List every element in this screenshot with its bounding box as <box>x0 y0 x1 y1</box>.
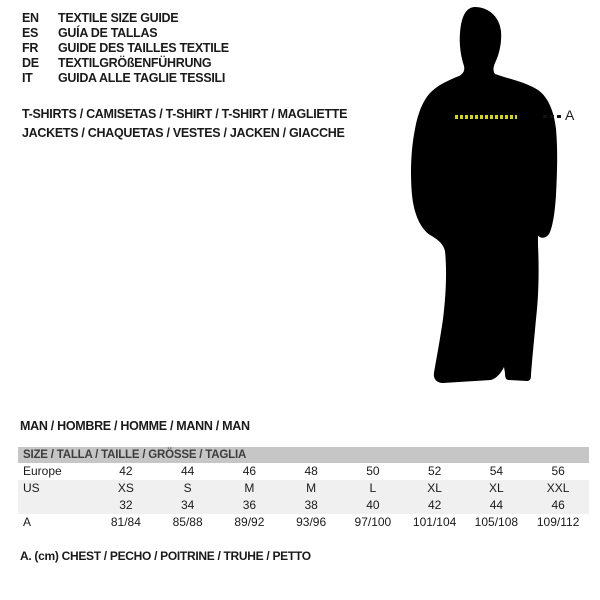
table-cell: M <box>244 481 255 495</box>
table-cell: 44 <box>489 498 504 512</box>
table-cell: 42 <box>119 464 133 478</box>
language-list <box>22 11 229 86</box>
table-cell: XL <box>427 481 442 495</box>
measure-pointer-dashes <box>543 115 561 118</box>
lang-label: GUIDA ALLE TAGLIE TESSILI <box>58 71 226 85</box>
table-cell: 48 <box>304 464 318 478</box>
table-cell: 32 <box>119 498 133 512</box>
lang-label: TEXTILE SIZE GUIDE <box>58 11 179 25</box>
table-cell: 40 <box>366 498 380 512</box>
lang-label: TEXTILGRÖßENFÜHRUNG <box>58 56 212 70</box>
table-cell: L <box>369 481 377 495</box>
table-cell: 46 <box>242 464 257 478</box>
lang-label: GUÍA DE TALLAS <box>58 26 158 40</box>
category-lines <box>22 105 347 143</box>
table-cell: 36 <box>242 498 257 512</box>
section-title-man: MAN / HOMBRE / HOMME / MANN / MAN <box>20 419 250 433</box>
table-cell: 89/92 <box>234 515 265 529</box>
table-cell: 81/84 <box>110 515 141 529</box>
table-cell: 42 <box>427 498 442 512</box>
table-cell: 109/112 <box>536 515 580 529</box>
lang-code: DE <box>22 56 39 70</box>
category-line-tshirts: T-SHIRTS / CAMISETAS / T-SHIRT / T-SHIRT / MAGLIETTE <box>22 107 348 121</box>
lang-label: GUIDE DES TAILLES TEXTILE <box>58 41 229 55</box>
row-label: Europe <box>23 464 62 478</box>
table-cell: 93/96 <box>296 515 327 529</box>
language-row <box>22 41 229 56</box>
language-row <box>22 26 229 41</box>
table-cell: 44 <box>180 464 195 478</box>
lang-code: FR <box>22 41 39 55</box>
table-cell: 54 <box>489 464 504 478</box>
footnote-chest: A. (cm) CHEST / PECHO / POITRINE / TRUHE / PETTO <box>20 549 311 563</box>
table-cell: 46 <box>551 498 565 512</box>
man-silhouette-graphic <box>405 5 575 390</box>
table-cell: XS <box>117 481 134 495</box>
table-cell: S <box>183 481 192 495</box>
row-label: A <box>23 515 32 529</box>
lang-code: ES <box>22 26 39 40</box>
size-table-header: SIZE / TALLA / TAILLE / GRÖSSE / TAGLIA <box>18 447 589 463</box>
table-cell: M <box>306 481 317 495</box>
table-row <box>18 463 589 480</box>
size-table-rows <box>18 463 589 531</box>
language-row <box>22 56 229 71</box>
table-row <box>18 514 589 531</box>
table-cell: 101/104 <box>412 515 457 529</box>
table-cell: 105/108 <box>474 515 519 529</box>
category-line-jackets: JACKETS / CHAQUETAS / VESTES / JACKEN / GIACCHE <box>22 126 345 140</box>
language-row <box>22 11 229 26</box>
row-label: US <box>23 481 40 495</box>
language-row <box>22 71 229 86</box>
lang-code: EN <box>22 11 39 25</box>
table-cell: XL <box>489 481 504 495</box>
table-cell: 50 <box>366 464 380 478</box>
figure-silhouette <box>405 5 600 395</box>
table-cell: XXL <box>546 481 570 495</box>
table-row <box>18 480 589 497</box>
row-label <box>18 497 95 514</box>
size-table <box>18 447 589 531</box>
table-row <box>18 497 589 514</box>
table-cell: 97/100 <box>354 515 392 529</box>
table-cell: 52 <box>427 464 442 478</box>
table-cell: 56 <box>551 464 565 478</box>
measure-label-a: A <box>565 107 575 123</box>
table-cell: 38 <box>304 498 318 512</box>
lang-code: IT <box>22 71 33 85</box>
table-cell: 34 <box>180 498 195 512</box>
table-cell: 85/88 <box>172 515 203 529</box>
chest-measure-dashes <box>455 115 517 119</box>
